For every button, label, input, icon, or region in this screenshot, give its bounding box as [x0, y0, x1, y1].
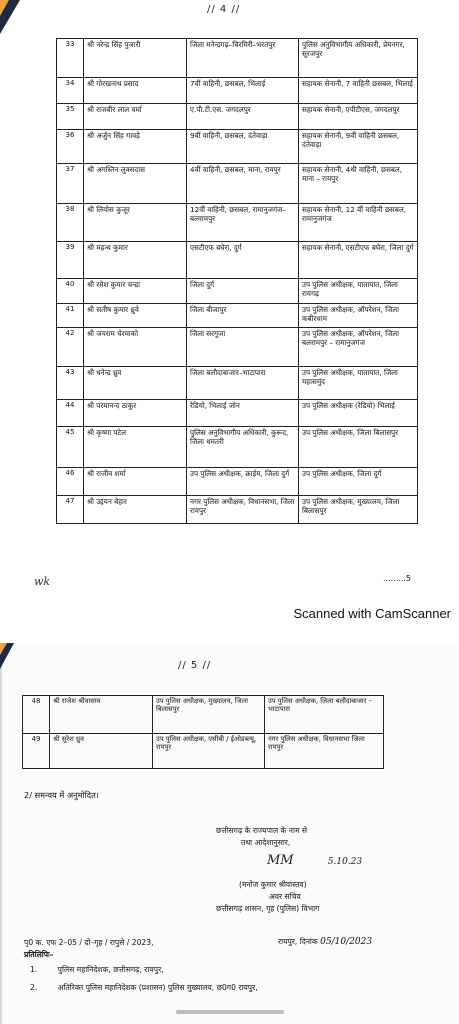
officer-name-cell: श्री उद्दयन बेहार	[84, 496, 187, 524]
current-posting-cell: 4वीं वाहिनी, छसबल, माना, रायपुर	[187, 164, 299, 204]
officer-name-cell: श्री राजबीर लाल वर्मा	[84, 104, 187, 130]
new-posting-cell: उप पुलिस अधीक्षक, ऑपरेशन, जिला कबीरधाम	[299, 304, 418, 328]
officer-name-cell: श्री नरेन्द्र सिंह पुजारी	[84, 39, 187, 78]
place-date	[278, 936, 372, 948]
signature-date: 5.10.23	[327, 857, 363, 867]
current-posting-cell: उप पुलिस अधीक्षक, क्राईम, जिला दुर्ग	[187, 468, 299, 496]
new-posting-cell: सहायक सेनानी, 7 वाहिनी छसबल, भिलाई	[299, 78, 418, 104]
table-row	[57, 78, 418, 104]
new-posting-cell: उप पुलिस अधीक्षक, यातायात, जिला महासमुंद	[299, 367, 418, 400]
new-posting-cell: सहायक सेनानी, एसटीएफ बघेरा, जिला दुर्ग	[299, 242, 418, 279]
new-posting-cell: उप पुलिस अधीक्षक (रेडियो) भिलाई	[299, 400, 418, 427]
officer-name-cell: श्री गोरखनाथ प्रसाद	[84, 78, 187, 104]
new-posting-cell: उप पुलिस अधीक्षक, जिला दुर्ग	[299, 468, 418, 496]
officer-name-cell: श्री अर्जुन सिंह गावड़े	[84, 130, 187, 164]
officer-name-cell: श्री रमेश कुमार चन्द्रा	[84, 279, 187, 304]
new-posting-cell: पुलिस अनुविभागीय अधिकारी, प्रेमनगर, सूरजपुर	[299, 39, 418, 78]
table-row	[57, 427, 418, 468]
new-posting-cell: उप पुलिस अधीक्षक, जिला बलौदाबाजार – भाटापारा	[265, 696, 384, 734]
table-row	[57, 164, 418, 204]
serial-number: 47	[57, 496, 84, 524]
table-row	[57, 367, 418, 400]
corner-accent	[0, 643, 7, 655]
new-posting-cell: नगर पुलिस अधीक्षक, विधानसभा जिला रायपुर	[265, 734, 384, 769]
serial-number: 48	[23, 696, 50, 734]
transfer-table-page4	[56, 38, 418, 524]
serial-number: 38	[57, 204, 84, 242]
copy-number: 1.	[30, 965, 38, 974]
serial-number: 46	[57, 468, 84, 496]
table-row	[57, 104, 418, 130]
current-posting-cell: एसटीएफ बघेरा, दुर्ग	[187, 242, 299, 279]
new-posting-cell: उप पुलिस अधीक्षक, जिला बिलासपुर	[299, 427, 418, 468]
serial-number: 34	[57, 78, 84, 104]
serial-number: 41	[57, 304, 84, 328]
current-posting-cell: उप पुलिस अधीक्षक, मुख्यालय, जिला बिलासपुर	[153, 696, 265, 734]
table-row	[57, 39, 418, 78]
home-indicator[interactable]	[176, 1010, 284, 1014]
current-posting-cell: जिला मनेन्द्रगढ़–चिरमिरी–भरतपुर	[187, 39, 299, 78]
place-date-label: रायपुर, दिनांक	[278, 937, 318, 946]
new-posting-cell: सहायक सेनानी, 4थी वाहिनी, छसबल, माना – रायपुर	[299, 164, 418, 204]
endorsement-number: पृ0 क. एफ 2–05 / दो–गृह / रापुसे / 2023,	[24, 938, 154, 947]
officer-name-cell: श्री जयराम चेरमाको	[84, 328, 187, 367]
officer-signature	[267, 853, 362, 868]
officer-name: (मनोज कुमार श्रीवास्तव)	[239, 880, 307, 889]
table-row	[23, 696, 384, 734]
current-posting-cell: रेडियो, भिलाई जोन	[187, 400, 299, 427]
transfer-table-page5	[22, 695, 384, 769]
table-row	[57, 204, 418, 242]
serial-number: 40	[57, 279, 84, 304]
officer-title: अवर सचिव	[269, 892, 301, 901]
margin-initials: wk	[34, 575, 51, 588]
officer-name-cell: श्री महन्थ कुमार	[84, 242, 187, 279]
new-posting-cell: उप पुलिस अधीक्षक, मुख्यालय, जिला बिलासपुर	[299, 496, 418, 524]
table-row	[57, 328, 418, 367]
table-row	[57, 400, 418, 427]
serial-number: 39	[57, 242, 84, 279]
current-posting-cell: जिला दुर्ग	[187, 279, 299, 304]
officer-name-cell: श्री सतीष कुमार ध्रुवे	[84, 304, 187, 328]
page-edge	[0, 643, 2, 1024]
officer-name-cell: श्री राजेश श्रीवास्तव	[50, 696, 153, 734]
officer-department: छत्तीसगढ़ शासन, गृह (पुलिस) विभाग	[216, 904, 320, 913]
continued-marker: .........5	[383, 574, 411, 583]
copy-item-1	[30, 965, 164, 975]
serial-number: 37	[57, 164, 84, 204]
officer-name-cell: श्री धनेन्द्र ध्रुव	[84, 367, 187, 400]
table-row	[57, 496, 418, 524]
current-posting-cell: नगर पुलिस अधीक्षक, विधानसभा, जिला रायपुर	[187, 496, 299, 524]
signature-scribble: MM	[267, 853, 294, 868]
page-marker: // 5 //	[178, 660, 212, 671]
table-row	[57, 279, 418, 304]
table-row	[57, 130, 418, 164]
serial-number: 44	[57, 400, 84, 427]
place-date-value: 05/10/2023	[320, 937, 373, 947]
current-posting-cell: 7वीं वाहिनी, छसबल, भिलाई	[187, 78, 299, 104]
current-posting-cell: पुलिस अनुविभागीय अधिकारी, कुरूद, जिला धमतरी	[187, 427, 299, 468]
current-posting-cell: जिला बीजापुर	[187, 304, 299, 328]
table-row	[23, 734, 384, 769]
serial-number: 43	[57, 367, 84, 400]
table-row	[57, 468, 418, 496]
table-row	[57, 242, 418, 279]
current-posting-cell: 12वीं वाहिनी, छसबल, रामानुजगंज–बलरामपुर	[187, 204, 299, 242]
page-marker: // 4 //	[207, 4, 241, 15]
serial-number: 36	[57, 130, 84, 164]
current-posting-cell: जिला बलौदाबाजार–भाटापारा	[187, 367, 299, 400]
copy-to-label: प्रतिलिपिः–	[24, 950, 54, 959]
officer-name-cell: श्री अगस्तिन लुक्सदास	[84, 164, 187, 204]
approval-note: 2/ समन्वय में अनुमोदित।	[24, 790, 99, 800]
governor-line-1: छत्तीसगढ़ के राज्यपाल के नाम से	[216, 826, 308, 835]
serial-number: 45	[57, 427, 84, 468]
new-posting-cell: उप पुलिस अधीक्षक, यातायात, जिला रायगढ़	[299, 279, 418, 304]
officer-name-cell: श्री राजीव शर्मा	[84, 468, 187, 496]
copy-item-2	[30, 983, 258, 993]
copy-text: अतिरिक्त पुलिस महानिदेशक (प्रशासन) पुलिस मुख्यालय, छ0ग0 रायपुर,	[57, 983, 258, 992]
current-posting-cell: ए.पी.टी.एस. जगदलपुर	[187, 104, 299, 130]
copy-text: पुलिस महानिदेशक, छत्तीसगढ़, रायपुर,	[57, 965, 164, 974]
new-posting-cell: उप पुलिस अधीक्षक, ऑपरेशन, जिला बलरामपुर – रामानुजगंज	[299, 328, 418, 367]
serial-number: 42	[57, 328, 84, 367]
table-row	[57, 304, 418, 328]
new-posting-cell: सहायक सेनानी, 9वीं वाहिनी छसबल, दंतेवाड़ा	[299, 130, 418, 164]
officer-name-cell: श्री सुरेश ध्रुव	[50, 734, 153, 769]
scanner-watermark: Scanned with CamScanner	[293, 606, 451, 621]
officer-name-cell: श्री परमानन्द ठाकुर	[84, 400, 187, 427]
copy-number: 2.	[30, 983, 38, 992]
officer-name-cell: श्री लियोस कुजूर	[84, 204, 187, 242]
current-posting-cell: 9वीं वाहिनी, छसबल, दंतेवाड़ा	[187, 130, 299, 164]
corner-accent	[0, 0, 9, 16]
officer-name-cell: श्री कृष्णा पटेल	[84, 427, 187, 468]
new-posting-cell: सहायक सेनानी, 12 वीं वाहिनी छसबल, रामानुजगंज	[299, 204, 418, 242]
serial-number: 35	[57, 104, 84, 130]
current-posting-cell: जिला सरगुजा	[187, 328, 299, 367]
current-posting-cell: उप पुलिस अधीक्षक, एसीबी / ईओडब्ल्यू, रायपुर	[153, 734, 265, 769]
serial-number: 49	[23, 734, 50, 769]
serial-number: 33	[57, 39, 84, 78]
governor-line-2: तथा आदेशानुसार,	[241, 838, 291, 847]
new-posting-cell: सहायक सेनानी, एपीटीएस, जगदलपुर	[299, 104, 418, 130]
